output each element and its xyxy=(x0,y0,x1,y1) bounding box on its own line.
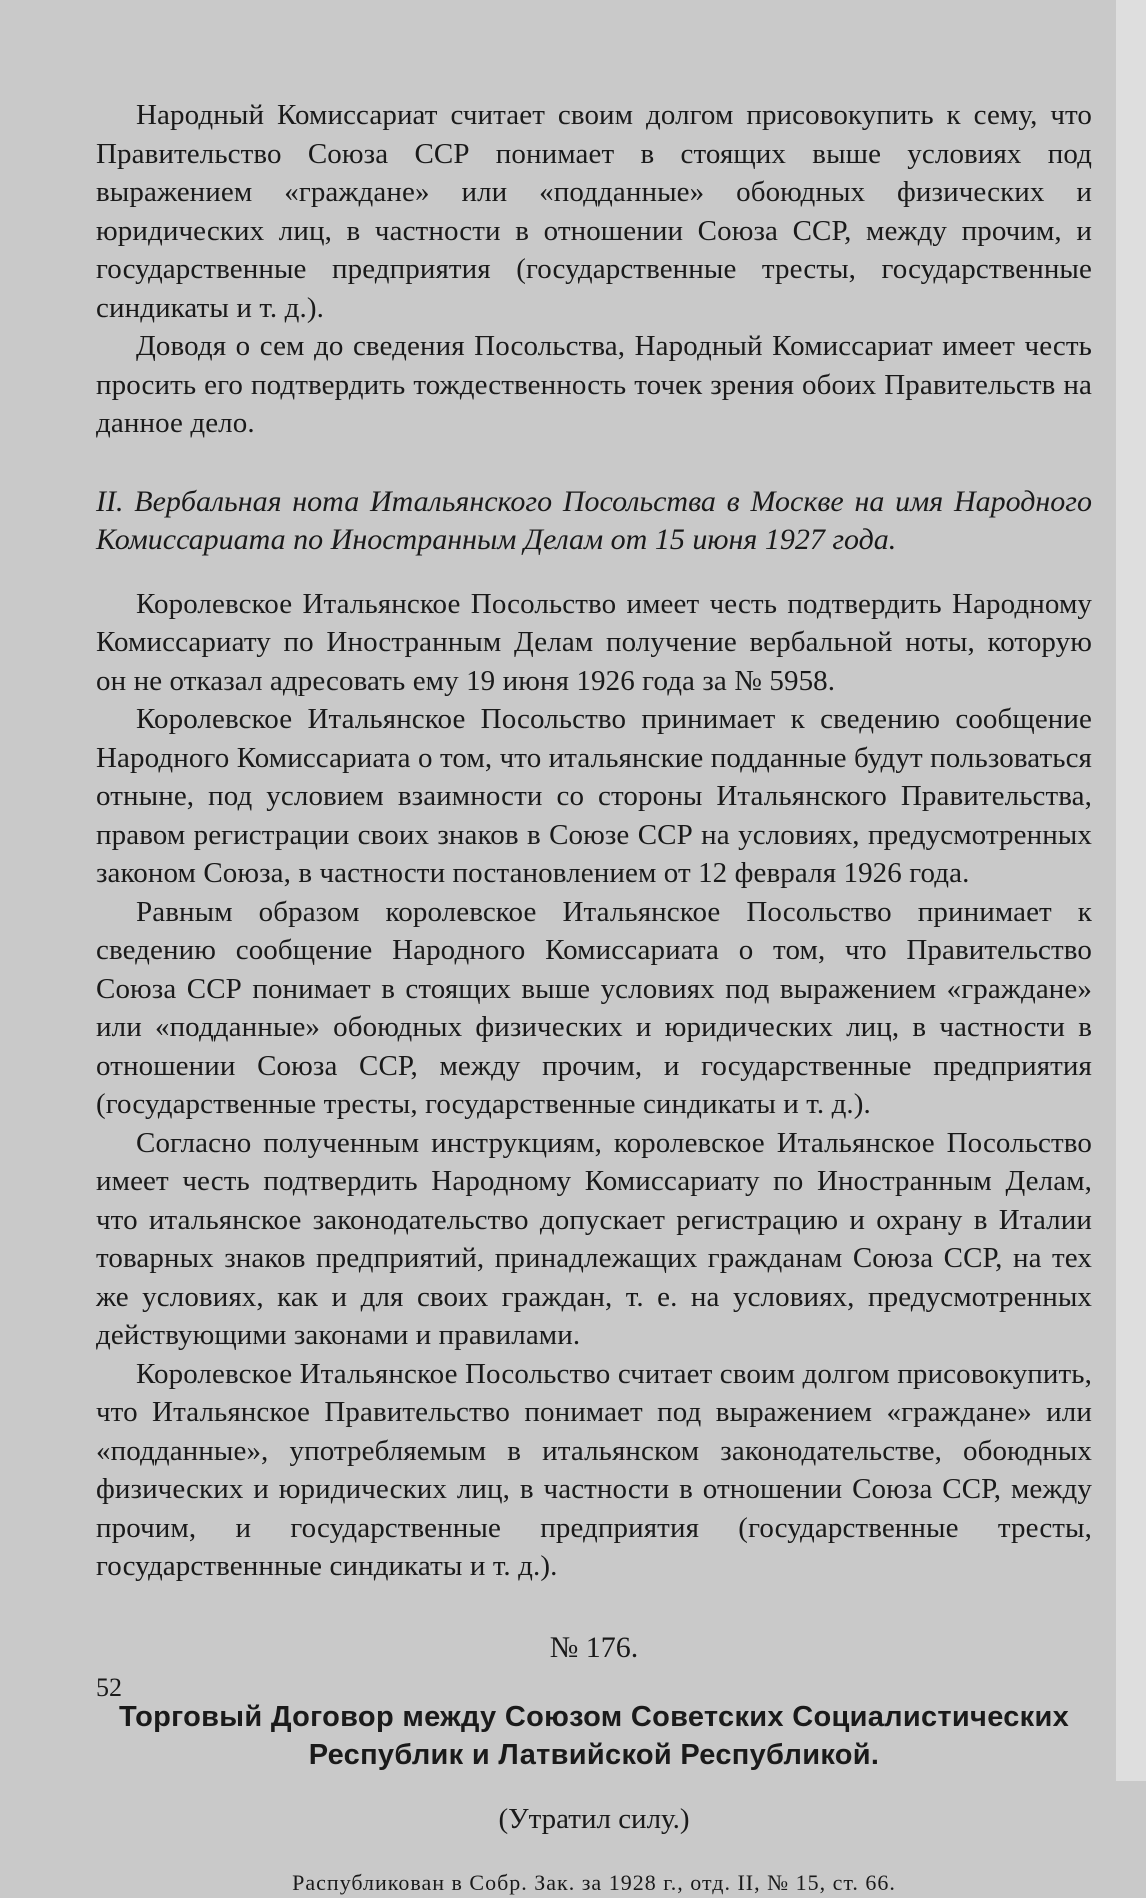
paragraph: Равным образом королевское Итальянское Посольство принимает к сведению сообщение Народного Комиссариата о том, что Правительство Союза ССР понимает в стоящих выше условиях под выражением «граждане» или «подданные» обоюдных физических и юридических лиц, в частности в отношении Союза ССР, между прочим, и государственные предприятия (государственные тресты, государственные синдикаты и т. д.). xyxy=(96,895,1092,1120)
publication-note: Распубликован в Собр. Зак. за 1928 г., отд. II, № 15, ст. 66. xyxy=(292,1869,896,1895)
document-number: № 176. xyxy=(549,1630,639,1664)
paragraph: Доводя о сем до сведения Посольства, Народный Комиссариат имеет честь просить его подтвердить тождественность точек зрения обоих Правительств на данное дело. xyxy=(96,330,1092,439)
title-line-1: Торговый Договор между Союзом Советских Социалистических xyxy=(118,1700,1070,1733)
paragraph: Королевское Итальянское Посольство имеет честь подтвердить Народному Комиссариату по Иностранным Делам получение вербальной ноты, которую он не отказал адресовать ему 19 июня 1926 года за № 5958. xyxy=(96,587,1092,697)
paragraph: Королевское Итальянское Посольство считает своим долгом присовокупить, что Итальянское Правительство понимает под выражением «граждане» или «подданные», употребляемым в итальянском законодательстве, обоюдных физических и юридических лиц, в частности в отношении Союза ССР, между прочим, и государственные предприятия (государственные тресты, государственнные синдикаты и т. д.). xyxy=(96,1357,1092,1582)
page-number: 52 xyxy=(96,1673,122,1702)
paragraph: Народный Комиссариат считает своим долгом присовокупить к сему, что Правительство Союза ССР понимает в стоящих выше условиях под выражением «граждане» или «подданные» обоюдных физических и юридических лиц, в частности в отношении Союза ССР, между прочим, и государственные предприятия (государственные тресты, государственные синдикаты и т. д.). xyxy=(96,99,1092,324)
document-status: (Утратил силу.) xyxy=(498,1802,690,1835)
section-one xyxy=(96,96,1092,443)
paragraph: Согласно полученным инструкциям, королевское Итальянское Посольство имеет честь подтвердить Народному Комиссариату по Иностранным Делам, что итальянское законодательство допускает регистрацию и охрану в Италии товарных знаков предприятий, принадлежащих гражданам Союза ССР, на тех же условиях, как и для своих граждан, т. е. на условиях, предусмотренных действующими законами и правилами. xyxy=(96,1126,1092,1351)
document-title xyxy=(96,1698,1092,1774)
paragraph: Королевское Итальянское Посольство принимает к сведению сообщение Народного Комиссариата о том, что итальянские подданные будут пользоваться отныне, под условием взаимности со стороны Итальянского Правительства, правом регистрации своих знаков в Союзе ССР на условиях, предусмотренных законом Союза, в частности постановлением от 12 февраля 1926 года. xyxy=(96,703,1092,889)
section-two xyxy=(96,585,1092,1586)
title-line-2: Республик и Латвийской Республикой. xyxy=(308,1738,880,1771)
section-two-heading: II. Вербальная нота Итальянского Посольства в Москве на имя Народного Комиссариата по Иностранным Делам от 15 июня 1927 года. xyxy=(96,484,1092,556)
